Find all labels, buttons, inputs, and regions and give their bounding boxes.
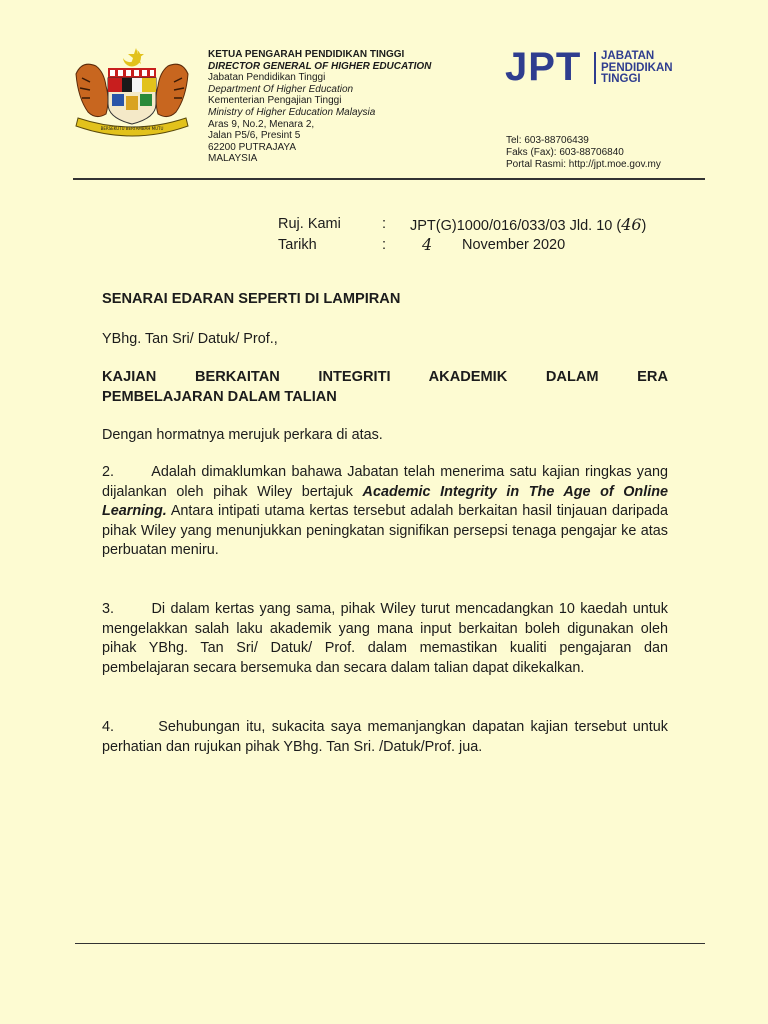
org-line: KETUA PENGARAH PENDIDIKAN TINGGI [208,49,405,60]
contact-portal: Portal Rasmi: http://jpt.moe.gov.my [506,159,661,170]
contact-fax: Faks (Fax): 603-88706840 [506,147,624,158]
jpt-logo-letters: JPT [505,45,582,89]
jpt-logo-words [601,51,673,86]
date-month-year: November 2020 [462,237,566,253]
paragraph-text: Adalah dimaklumkan bahawa Jabatan telah menerima satu kajian ringkas yang dijalankan oleh pihak Wiley bertajuk [102,464,668,500]
paper-title: Academic Integrity in The Age of Online Learning. [102,483,668,519]
crest-motto: BERSEKUTU BERTAMBAH MUTU [100,126,164,131]
subject-line-1: KAJIAN BERKAITAN INTEGRITI AKADEMIK DALAM ERA [102,369,668,385]
organization-address [208,49,431,165]
salutation: YBhg. Tan Sri/ Datuk/ Prof., [102,331,278,347]
date-label: Tarikh [278,237,317,253]
org-line: Kementerian Pengajian Tinggi [208,95,342,107]
date-handwritten-day: 4 [422,235,433,254]
paragraph-3 [102,600,668,678]
subject [102,368,668,407]
jpt-logo-word: TINGGI [601,73,641,85]
org-line: DIRECTOR GENERAL OF HIGHER EDUCATION [208,60,432,72]
org-line: Jabatan Pendidikan Tinggi [208,72,326,84]
reference-value [410,214,646,237]
jpt-logo-word: JABATAN [601,50,655,62]
org-line: 62200 PUTRAJAYA [208,141,297,153]
paragraph-text: Sehubungan itu, sukacita saya memanjangkan dapatan kajian tersebut untuk perhatian dan rujukan pihak YBhg. Tan Sri. /Datuk/Prof. jua. [102,719,668,755]
paragraph-text: Di dalam kertas yang sama, pihak Wiley turut mencadangkan 10 kaedah untuk mengelakkan salah laku akademik yang mana input berkaitan boleh digunakan oleh pihak YBhg. Tan Sri/ Datuk/ Prof. dalam memastikan kualiti pengajaran dan pembelajaran secara bersemuka dan secara dalam talian dapat dikekalkan. [102,601,668,676]
letterhead-divider [73,178,705,180]
paragraph-2 [102,463,668,561]
subject-line-2: PEMBELAJARAN DALAM TALIAN [102,388,337,405]
paragraph-number: 2. [102,464,115,480]
paragraph-number: 3. [102,601,115,617]
reference-colon: : [382,216,387,232]
recipient-list: SENARAI EDARAN SEPERTI DI LAMPIRAN [102,291,401,307]
opening-line: Dengan hormatnya merujuk perkara di atas. [102,427,383,443]
reference-number: JPT(G)1000/016/033/03 Jld. 10 ( [410,218,622,234]
jpt-logo-divider [594,52,596,84]
org-line: Department Of Higher Education [208,83,354,95]
org-line: MALAYSIA [208,153,258,165]
contact-details [506,135,661,171]
org-line: Jalan P5/6, Presint 5 [208,130,301,142]
coat-of-arms-icon [68,44,196,140]
jpt-logo-word: PENDIDIKAN [601,61,673,74]
footer-divider [75,943,705,944]
contact-tel: Tel: 603-88706439 [506,135,589,146]
paragraph-number: 4. [102,719,115,735]
org-line: Ministry of Higher Education Malaysia [208,106,376,118]
reference-handwritten-number: 46 [621,215,642,234]
paragraph-4 [102,718,668,757]
org-line: Aras 9, No.2, Menara 2, [208,118,315,130]
reference-close: ) [641,218,647,234]
paragraph-text: Antara intipati utama kertas tersebut adalah berkaitan hasil tinjauan daripada pihak Wiley yang menunjukkan peningkatan signifikan persepsi tenaga pengajar ke atas perbuatan meniru. [102,503,668,558]
reference-label: Ruj. Kami [278,216,341,232]
date-colon: : [382,237,387,253]
